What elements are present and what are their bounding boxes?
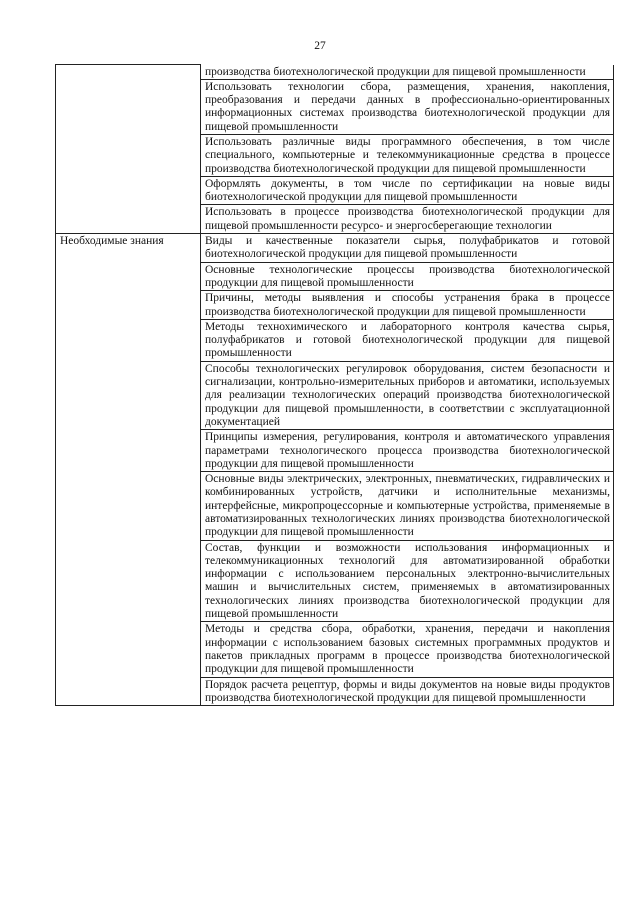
knowledge-cell: Методы технохимического и лабораторного контроля качества сырья, полуфабрикатов и готовой биотехнологической продукции для пищевой промышленности [201,319,614,361]
knowledge-cell: Принципы измерения, регулирования, контроля и автоматического управления параметрами технологического процесса производства биотехнологической продукции для пищевой промышленности [201,430,614,472]
knowledge-cell: Причины, методы выявления и способы устранения брака в процессе производства биотехнологической продукции для пищевой промышленности [201,291,614,320]
knowledge-cell: Методы и средства сбора, обработки, хранения, передачи и накопления информации с использованием базовых системных программных продуктов и пакетов прикладных программ в процессе производства биотехнологической продукции для пищевой промышленности [201,622,614,677]
skills-label-cell [56,65,201,234]
knowledge-cell: Порядок расчета рецептур, формы и виды документов на новые виды продуктов производства биотехнологической продукции для пищевой промышленности [201,677,614,706]
knowledge-cell: Основные технологические процессы производства биотехнологической продукции для пищевой промышленности [201,262,614,291]
knowledge-cell: Состав, функции и возможности использования информационных и телекоммуникационных технологий для автоматизированной обработки информации с использованием персональных электронно-вычислительных машин и вычислительных систем, применяемых в автоматизированных технологических линиях производства биотехнологической продукции для пищевой промышленности [201,540,614,622]
skill-cell: Оформлять документы, в том числе по сертификации на новые виды биотехнологической продукции для пищевой промышленности [201,176,614,205]
skill-cell: Использовать технологии сбора, размещения, хранения, накопления, преобразования и передачи данных в профессионально-ориентированных информационных системах производства биотехнологической продукции для пищевой промышленности [201,79,614,134]
requirements-table [55,64,614,706]
skill-cell: производства биотехнологической продукции для пищевой промышленности [201,65,614,80]
knowledge-cell: Способы технологических регулировок оборудования, систем безопасности и сигнализации, контрольно-измерительных приборов и автоматики, используемых для реализации технологических операций производства биотехнологической продукции для пищевой промышленности, в соответствии с эксплуатационной документацией [201,361,614,429]
table-row [56,65,614,80]
table-row [56,234,614,263]
skill-cell: Использовать в процессе производства биотехнологической продукции для пищевой промышленности ресурсо- и энергосберегающие технологии [201,205,614,234]
skill-cell: Использовать различные виды программного обеспечения, в том числе специального, компьютерные и телекоммуникационные средства в процессе производства биотехнологической продукции для пищевой промышленности [201,134,614,176]
knowledge-cell: Основные виды электрических, электронных, пневматических, гидравлических и комбинированных устройств, датчики и исполнительные механизмы, интерфейсные, микропроцессорные и компьютерные устройства, применяемые в автоматизированных технологических линиях производства биотехнологической продукции для пищевой промышленности [201,472,614,540]
page-number: 27 [314,40,326,52]
knowledge-cell: Виды и качественные показатели сырья, полуфабрикатов и готовой биотехнологической продукции для пищевой промышленности [201,234,614,263]
knowledge-label-cell: Необходимые знания [56,234,201,706]
